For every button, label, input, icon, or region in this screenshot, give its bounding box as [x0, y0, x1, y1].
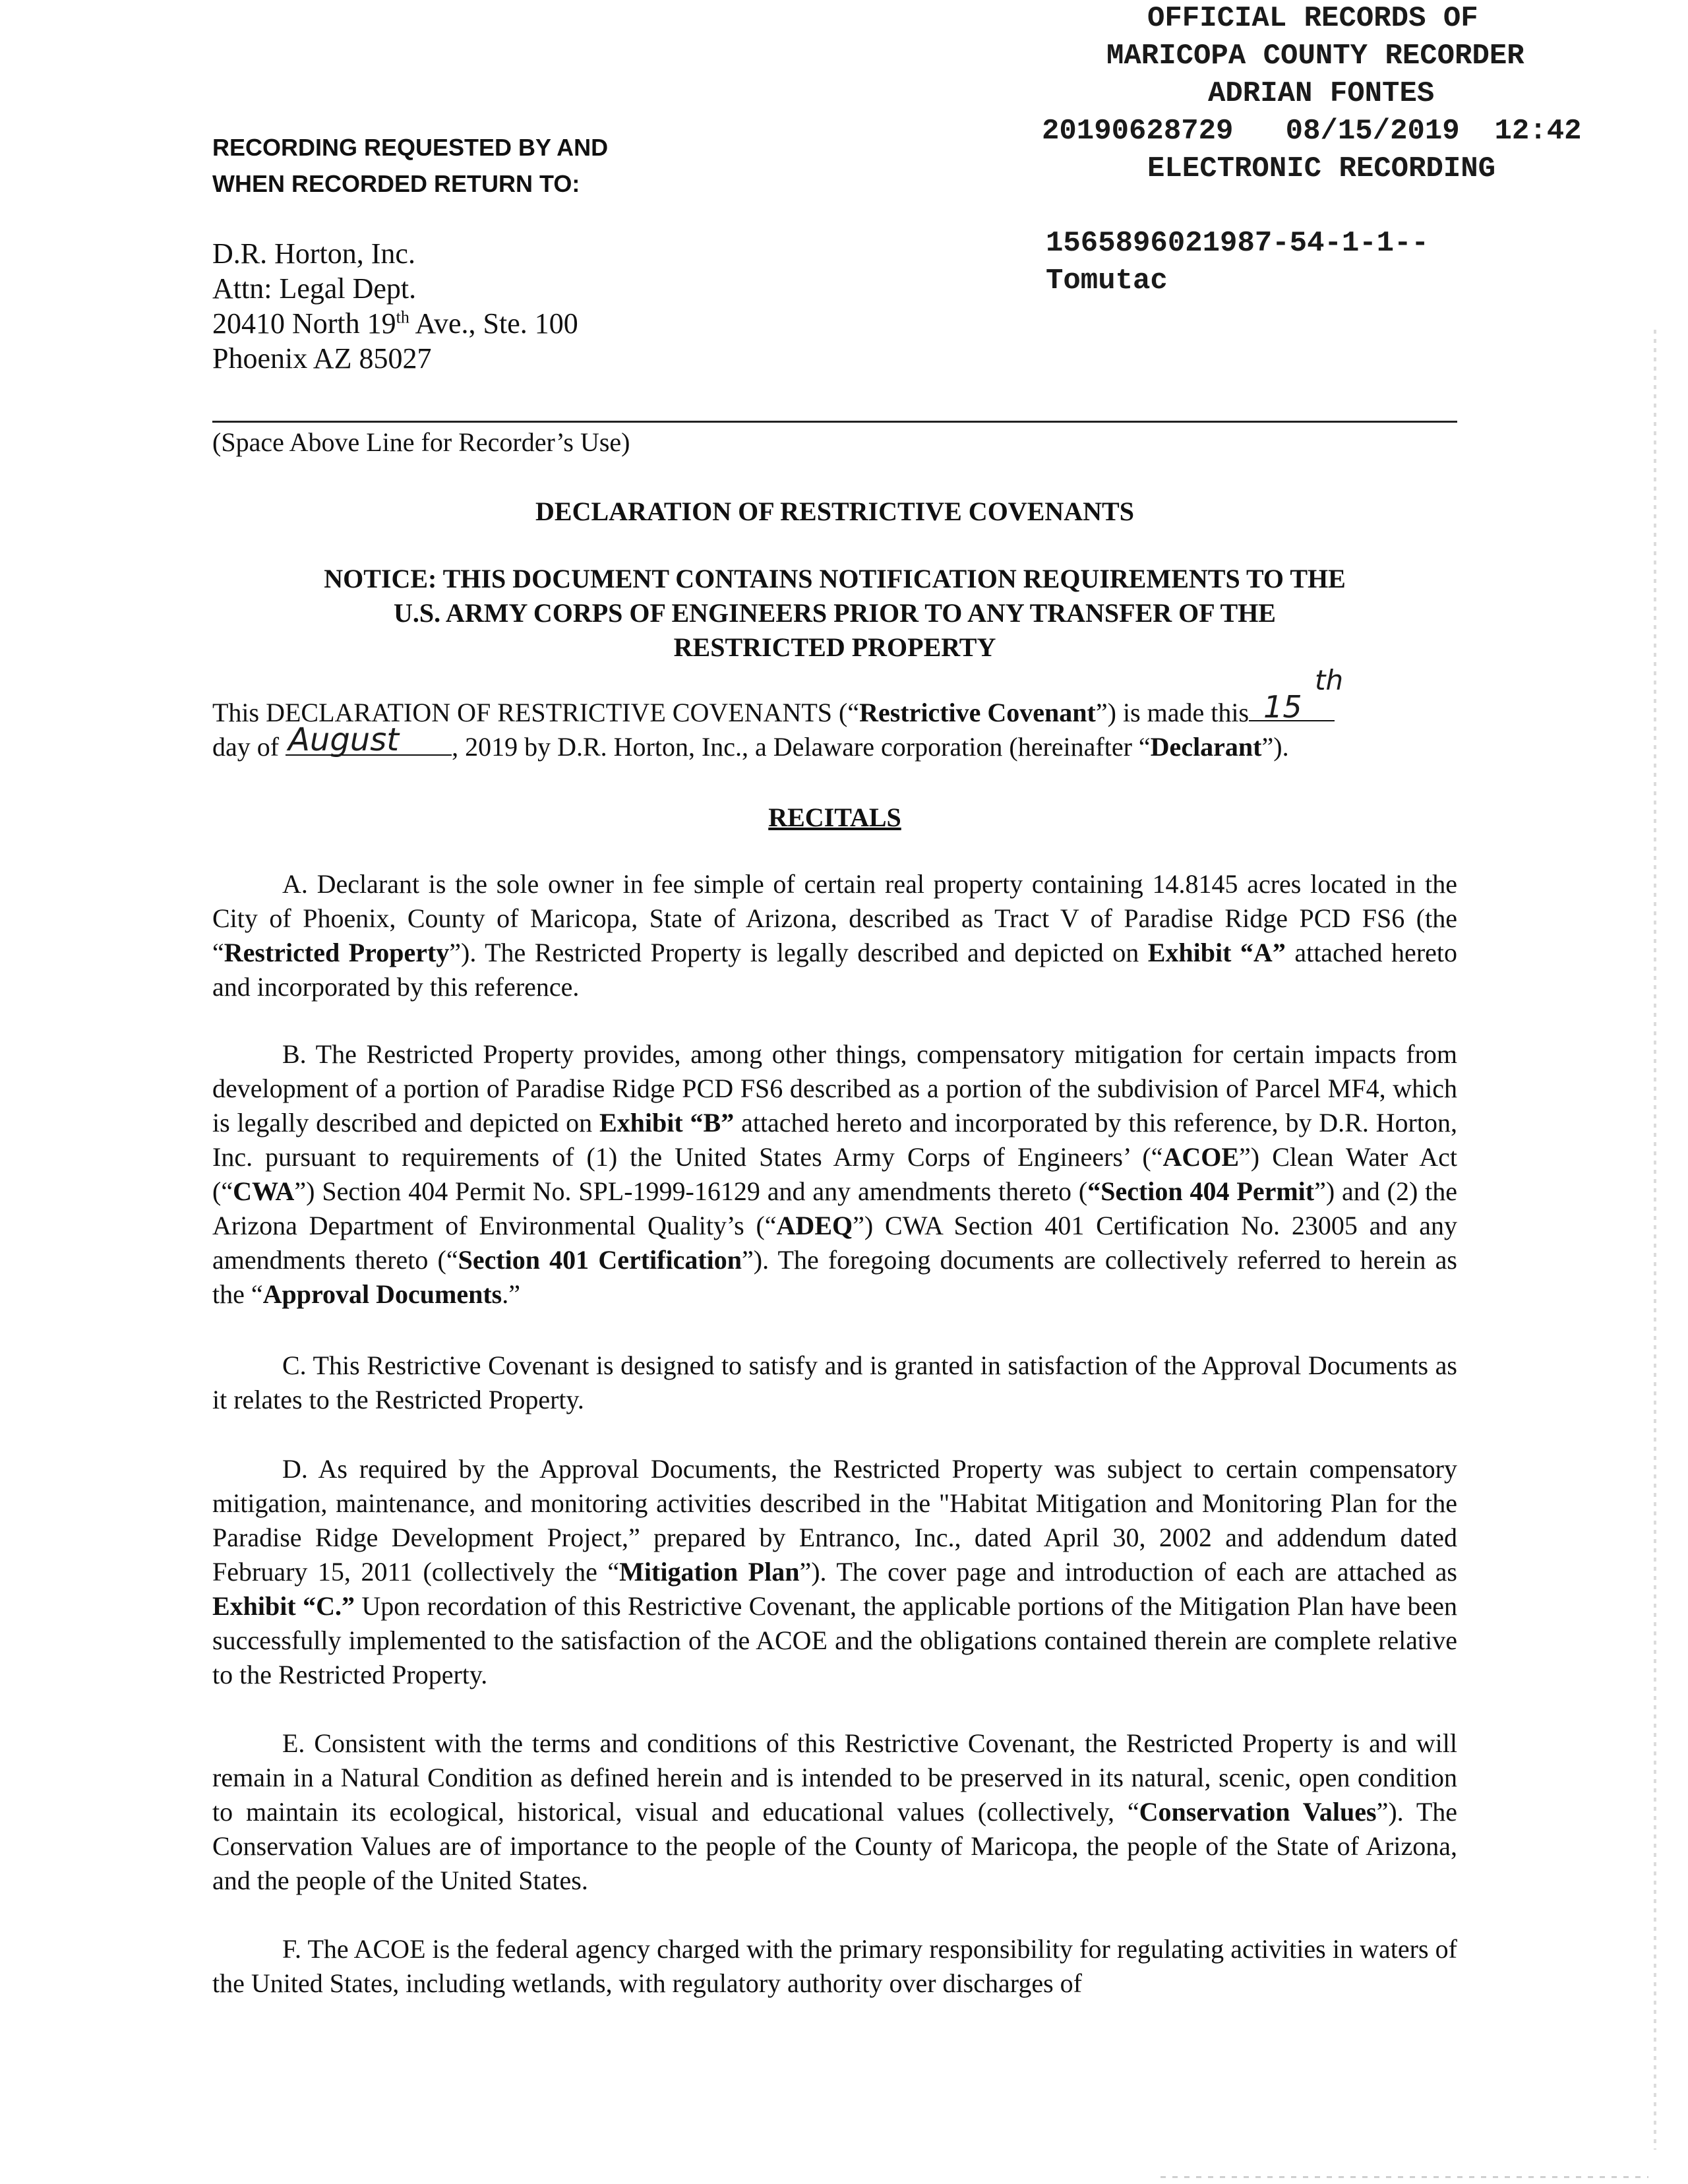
recital-text: ”) Clean Water Act (“ [212, 1142, 1457, 1206]
handwritten-day: 15 [1263, 689, 1302, 725]
address-street-ordinal: th [396, 307, 409, 327]
recording-label-line2: WHEN RECORDED RETURN TO: [212, 170, 580, 197]
recital-a [212, 867, 1457, 1004]
recital-defined-term: Conservation Values [1139, 1797, 1377, 1827]
notice-line1: NOTICE: THIS DOCUMENT CONTAINS NOTIFICATION REQUIREMENTS TO THE [324, 564, 1346, 593]
document-title: DECLARATION OF RESTRICTIVE COVENANTS [535, 497, 1134, 526]
recital-text: D. As required by the Approval Documents, the Restricted Property was subject to certain compensatory mitigation, maintenance, and monitoring activities described in the "Habitat Mitigation and Monitoring Plan for the Paradise Ridge Development Project,” prepared by Entranco, Inc., dated April 30, 2002 and addendum dated February 15, 2011 (collectively the “ [212, 1454, 1457, 1587]
recorder-use-note: (Space Above Line for Recorder’s Use) [212, 427, 630, 457]
transfer-notice [212, 562, 1457, 665]
recital-text: ”). The Restricted Property is legally described and depicted on [449, 938, 1148, 967]
scan-edge-artifact [1654, 330, 1656, 2150]
recital-defined-term: Restricted Property [224, 938, 450, 967]
recording-label-line1: RECORDING REQUESTED BY AND [212, 134, 609, 161]
recital-text: ”). The foregoing documents are collectively referred to herein as the “ [212, 1245, 1457, 1309]
recital-text: attached hereto and incorporated by this reference, by D.R. Horton, Inc. pursuant to requirements of (1) the United States Army Corps of Engineers’ (“ [212, 1108, 1457, 1172]
recital-defined-term: Exhibit “C.” [212, 1591, 355, 1621]
recitals-heading: RECITALS [768, 803, 901, 832]
intro-defined-term: Restrictive Covenant [859, 698, 1096, 727]
stamp-time: 12:42 [1494, 115, 1582, 148]
month-blank [286, 721, 452, 758]
stamp-batch-id: 1565896021987-54-1-1-- [1046, 227, 1429, 260]
recital-text: Upon recordation of this Restrictive Covenant, the applicable portions of the Mitigation Plan have been successfully implemented to the satisfaction of the ACOE and the obligations contained therein are complete relative to the Restricted Property. [212, 1591, 1458, 1689]
stamp-line-recorder-name: ADRIAN FONTES [1208, 77, 1435, 110]
recital-e [212, 1726, 1457, 1898]
recital-defined-term: Mitigation Plan [619, 1557, 800, 1587]
address-attention: Attn: Legal Dept. [212, 272, 417, 305]
notice-line3: RESTRICTED PROPERTY [673, 632, 996, 662]
recital-defined-term: ADEQ [776, 1211, 853, 1240]
intro-text: ”) is made this [1095, 698, 1250, 727]
recital-text: .” [502, 1279, 521, 1309]
recital-text: A. Declarant is the sole owner in fee simple of certain real property containing 14.8145 acres located in the City of Phoenix, County of Maricopa, State of Arizona, described as Tract V of Paradise Ridge PCD FS6 (the “ [212, 869, 1457, 967]
recital-defined-term: Exhibit “B” [599, 1108, 735, 1138]
recital-text: attached hereto and incorporated by this reference. [212, 938, 1458, 1002]
recorder-use-divider [212, 421, 1457, 423]
recital-text: E. Consistent with the terms and conditions of this Restrictive Covenant, the Restricted Property is and will remain in a Natural Condition as defined herein and is intended to be preserved in its natural, scenic, open condition to maintain its ecological, historical, visual and educational values (collectively, “ [212, 1728, 1457, 1827]
recital-d [212, 1452, 1457, 1692]
address-company: D.R. Horton, Inc. [212, 237, 415, 270]
intro-line1 [212, 664, 1457, 730]
recital-text: ”) and (2) the Arizona Department of Environmental Quality’s (“ [212, 1176, 1458, 1240]
intro-text: day of [212, 732, 280, 762]
recital-defined-term: Section 401 Certification [458, 1245, 742, 1275]
recital-c: C. This Restrictive Covenant is designed to satisfy and is granted in satisfaction of the Approval Documents as it relates to the Restricted Property. [212, 1350, 1457, 1414]
recital-defined-term: Exhibit “A” [1147, 938, 1286, 967]
recital-f: F. The ACOE is the federal agency charged with the primary responsibility for regulating activities in waters of the United States, including wetlands, with regulatory authority over discharges of [212, 1934, 1457, 1998]
recording-requested-label [212, 129, 608, 202]
recital-b [212, 1037, 1457, 1312]
recital-defined-term: CWA [233, 1176, 295, 1206]
intro-defined-term: Declarant [1150, 732, 1262, 762]
intro-text: , 2019 by D.R. Horton, Inc., a Delaware corporation (hereinafter “ [452, 732, 1151, 762]
handwritten-month: August [288, 721, 400, 758]
stamp-line-official-records: OFFICIAL RECORDS OF [1147, 2, 1478, 35]
stamp-operator: Tomutac [1046, 264, 1168, 297]
notice-line2: U.S. ARMY CORPS OF ENGINEERS PRIOR TO ANY TRANSFER OF THE [394, 598, 1276, 628]
intro-line2 [212, 721, 1457, 764]
recital-text: ”). The Conservation Values are of importance to the people of the County of Maricopa, the people of the State of Arizona, and the people of the United States. [212, 1797, 1457, 1895]
handwritten-day-suffix: th [1315, 664, 1344, 696]
recorder-stamp [1029, 0, 1662, 300]
intro-text: ”). [1261, 732, 1289, 762]
scan-bottom-artifact [1160, 2176, 1648, 2178]
stamp-line-electronic-recording: ELECTRONIC RECORDING [1147, 152, 1496, 185]
address-street-number: 20410 North 19 [212, 307, 396, 340]
recital-defined-term: ACOE [1162, 1142, 1240, 1172]
address-street-suite: Ave., Ste. 100 [409, 307, 578, 340]
intro-paragraph [212, 664, 1457, 764]
recital-defined-term: “Section 404 Permit [1087, 1176, 1315, 1206]
address-city: Phoenix AZ 85027 [212, 342, 432, 375]
stamp-doc-number: 20190628729 [1042, 115, 1234, 148]
return-address [212, 236, 578, 376]
recital-text: ”) Section 404 Permit No. SPL-1999-16129 and any amendments thereto ( [294, 1176, 1088, 1206]
recital-defined-term: Approval Documents [262, 1279, 502, 1309]
day-blank [1249, 664, 1344, 725]
recital-text: ”) CWA Section 401 Certification No. 23005 and any amendments thereto (“ [212, 1211, 1458, 1275]
recital-text: ”). The cover page and introduction of each are attached as [799, 1557, 1457, 1587]
stamp-date: 08/15/2019 [1285, 115, 1460, 148]
intro-text: This DECLARATION OF RESTRICTIVE COVENANTS (“ [212, 698, 860, 727]
stamp-line-county-recorder: MARICOPA COUNTY RECORDER [1106, 40, 1524, 73]
stamp-line-record-info [1029, 113, 1662, 150]
recital-text: B. The Restricted Property provides, among other things, compensatory mitigation for certain impacts from development of a portion of Paradise Ridge PCD FS6 described as a portion of the subdivision of Parcel MF4, which is legally described and depicted on [212, 1039, 1457, 1138]
address-street [212, 306, 578, 341]
